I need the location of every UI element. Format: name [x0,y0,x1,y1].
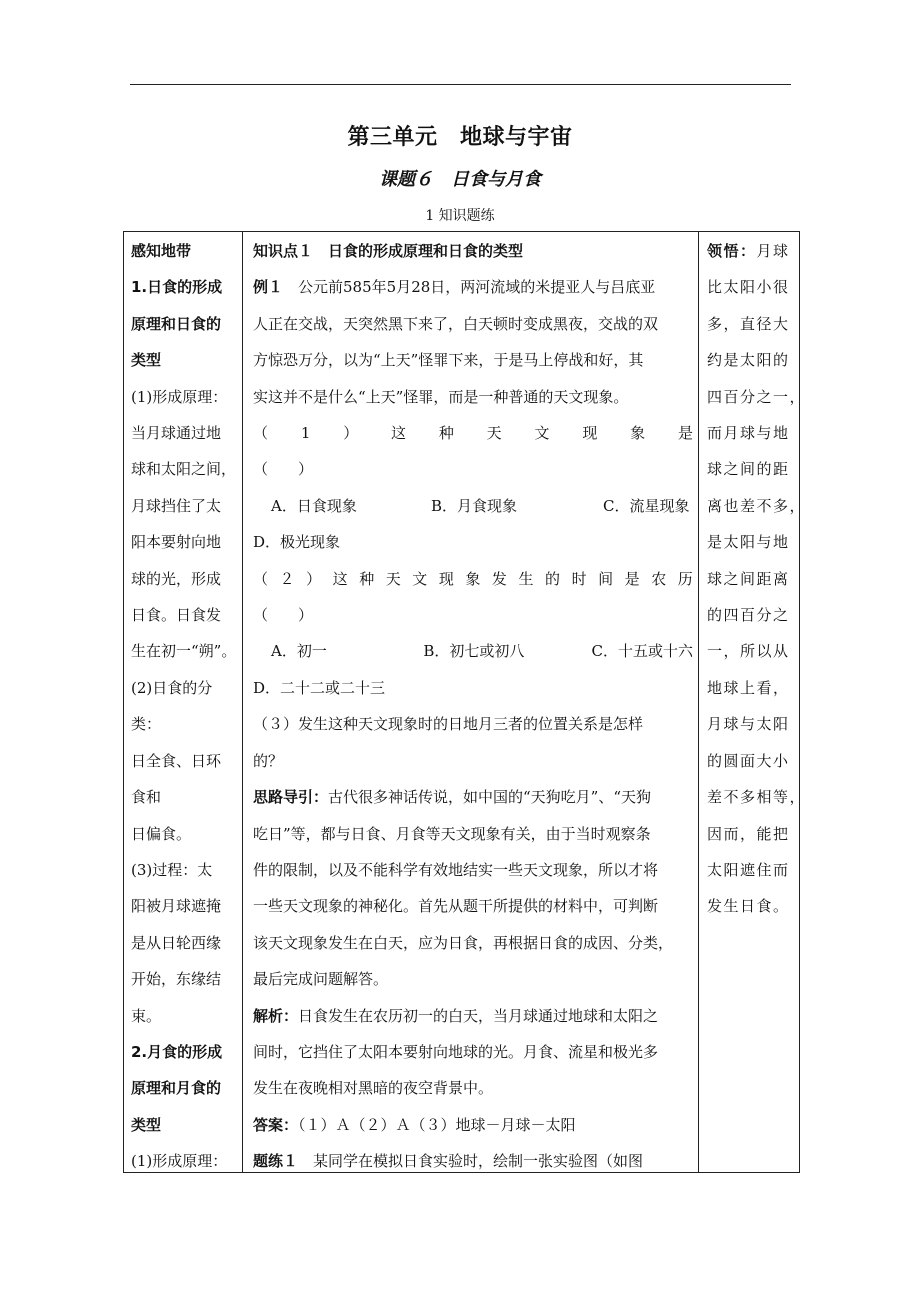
analysis-line: 发生在夜晚相对黑暗的夜空背景中。 [253,1079,494,1098]
left-line: 原理和日食的 [131,314,222,333]
q2-char: 间 [598,569,614,588]
perception-column [131,233,235,1180]
analysis-label: 解析： [253,1006,299,1025]
q2-char: 农 [651,569,667,588]
q2-char: 象 [465,569,481,588]
hint-line [253,779,693,815]
insight-line: 地球上看， [707,678,790,697]
q2-char: 发 [491,569,507,588]
q1-char: 种 [438,424,454,443]
insight-line: 月球与太阳 [707,715,790,734]
left-line: 原理和月食的 [131,1079,222,1098]
left-line: 阳被月球遮掩 [131,897,222,916]
option-c: C．流星现象 [603,496,690,515]
hint-line: 件的限制，以及不能科学有效地结实一些天文现象，所以才将 [253,860,659,879]
option-a: A．初一 [271,642,327,661]
option-b: B．月食现象 [431,496,518,515]
q2-char: ２ [279,569,295,588]
insight-line: 四百分之一， [707,387,807,406]
left-line: 是从日轮西缘 [131,933,222,952]
insight-line: 多，直径大 [707,314,790,333]
example-line: 方惊恐万分，以为“上天”怪罪下来，于是马上停战和好，其 [253,351,644,370]
q2-char: 这 [332,569,348,588]
insight-line: 球之间距离 [707,569,790,588]
insight-line: 差不多相等， [707,788,807,807]
lesson-title: 课题６ 日食与月食 [379,169,541,190]
question-3-line: 的？ [253,751,284,770]
q1-char: ） [343,424,359,443]
practice-column [253,233,693,1180]
insight-line: 比太阳小很 [707,278,790,297]
left-line: 2.月食的形成 [131,1042,223,1061]
header-rule [130,84,791,85]
option-b: B．初七或初八 [423,642,525,661]
q1-char: 文 [534,424,550,443]
left-line: 球的光，形成 [131,569,222,588]
q2-char: 文 [412,569,428,588]
question-1-blank: （ ） [253,460,314,479]
insight-line: 而月球与地 [707,424,790,443]
left-line: (1)形成原理： [131,1152,228,1171]
question-2-stem [253,561,693,597]
question-2-blank: （ ） [253,606,314,625]
left-line: 1.日食的形成 [131,278,223,297]
insight-column [707,233,807,925]
exercise-label: 题练１ [253,1152,299,1171]
hint-label: 思路导引： [253,788,329,807]
q1-char: 天 [486,424,502,443]
left-line: 生在初一“朔”。 [131,642,237,661]
exercise-text: 某同学在模拟日食实验时，绘制一张实验图（如图 [298,1152,644,1171]
analysis-line [253,998,693,1034]
option-c: C．十五或十六 [591,642,693,661]
insight-line: 一，所以从 [707,642,790,661]
q2-char: 种 [359,569,375,588]
column-divider [698,231,699,1173]
option-a: A．日食现象 [271,496,357,515]
left-line: 开始，东缘结 [131,970,222,989]
insight-text: 月球 [756,242,790,260]
example-line [253,269,693,305]
left-line: 日食。日食发 [131,606,222,625]
q2-char: （ [253,569,269,588]
q1-char: （ [253,424,269,443]
example-line: 人正在交战，天突然黑下来了，白天顿时变成黑夜，交战的双 [253,314,659,333]
left-line: 日偏食。 [131,824,192,843]
q1-char: 这 [391,424,407,443]
q2-char: 生 [518,569,534,588]
hint-text: 古代很多神话传说，如中国的“天狗吃月”、“天狗 [328,788,652,807]
question-1-stem [253,415,693,451]
question-3-line: （３）发生这种天文现象时的日地月三者的位置关系是怎样 [253,715,644,734]
q2-char: 的 [545,569,561,588]
left-line: (2)日食的分 [131,678,213,697]
left-line: 日全食、日环 [131,751,222,770]
example-text: 公元前585年5月28日，两河流域的米提亚人与吕底亚 [283,278,656,297]
hint-line: 最后完成问题解答。 [253,970,389,989]
knowledge-point-heading: 知识点１ 日食的形成原理和日食的类型 [253,242,524,260]
q2-char: 现 [438,569,454,588]
insight-line: 离也差不多， [707,496,807,515]
q2-char: 历 [677,569,693,588]
q2-char: 是 [624,569,640,588]
hint-line: 一些天文现象的神秘化。首先从题干所提供的材料中，可判断 [253,897,659,916]
hint-line: 吃日”等，都与日食、月食等天文现象有关，由于当时观察条 [253,824,651,843]
column-divider [242,231,243,1173]
left-line: 类型 [131,1115,162,1134]
q1-char: 象 [630,424,646,443]
exercise-line [253,1143,693,1179]
left-line: 阳本要射向地 [131,533,222,552]
answer-text: （１）Ａ（２）Ａ（３）地球－月球－太阳 [298,1115,576,1134]
left-line: 类型 [131,351,162,370]
insight-line: 的四百分之 [707,606,790,625]
unit-title: 第三单元 地球与宇宙 [347,125,573,150]
left-line: 类： [131,715,162,734]
analysis-line: 间时，它挡住了太阳本要射向地球的光。月食、流星和极光多 [253,1042,659,1061]
left-line: (1)形成原理： [131,387,228,406]
example-line: 实这并不是什么“上天”怪罪，而是一种普通的天文现象。 [253,387,629,406]
question-2-options [253,633,693,669]
q2-char: 时 [571,569,587,588]
analysis-text: 日食发生在农历初一的白天，当月球通过地球和太阳之 [298,1006,659,1025]
option-d: D．极光现象 [253,533,341,552]
left-line: 月球挡住了太 [131,496,222,515]
answer-line [253,1107,693,1143]
q1-char: 是 [677,424,693,443]
insight-line: 球之间的距 [707,460,790,479]
q1-char: 现 [582,424,598,443]
insight-line [707,233,793,269]
section-title: 1 知识题练 [425,208,495,224]
insight-line: 是太阳与地 [707,533,790,552]
left-line: 食和 [131,788,162,807]
q1-char: 1 [300,424,311,443]
q2-char: ） [306,569,322,588]
q2-char: 天 [385,569,401,588]
left-line: 束。 [131,1006,162,1025]
left-line: (3)过程：太 [131,860,213,879]
answer-label: 答案： [253,1115,299,1134]
left-line: 当月球通过地 [131,424,222,443]
insight-heading: 领悟： [707,242,757,260]
hint-line: 该天文现象发生在白天，应为日食，再根据日食的成因、分类， [253,933,674,952]
insight-line: 太阳遮住而 [707,860,790,879]
question-1-options [253,488,693,524]
insight-line: 约是太阳的 [707,351,790,370]
left-line: 球和太阳之间， [131,460,237,479]
perception-heading: 感知地带 [131,242,192,260]
example-label: 例１ [253,278,284,297]
insight-line: 的圆面大小 [707,751,790,770]
option-d: D．二十二或二十三 [253,678,386,697]
insight-line: 发生日食。 [707,897,790,916]
insight-line: 因而，能把 [707,824,790,843]
